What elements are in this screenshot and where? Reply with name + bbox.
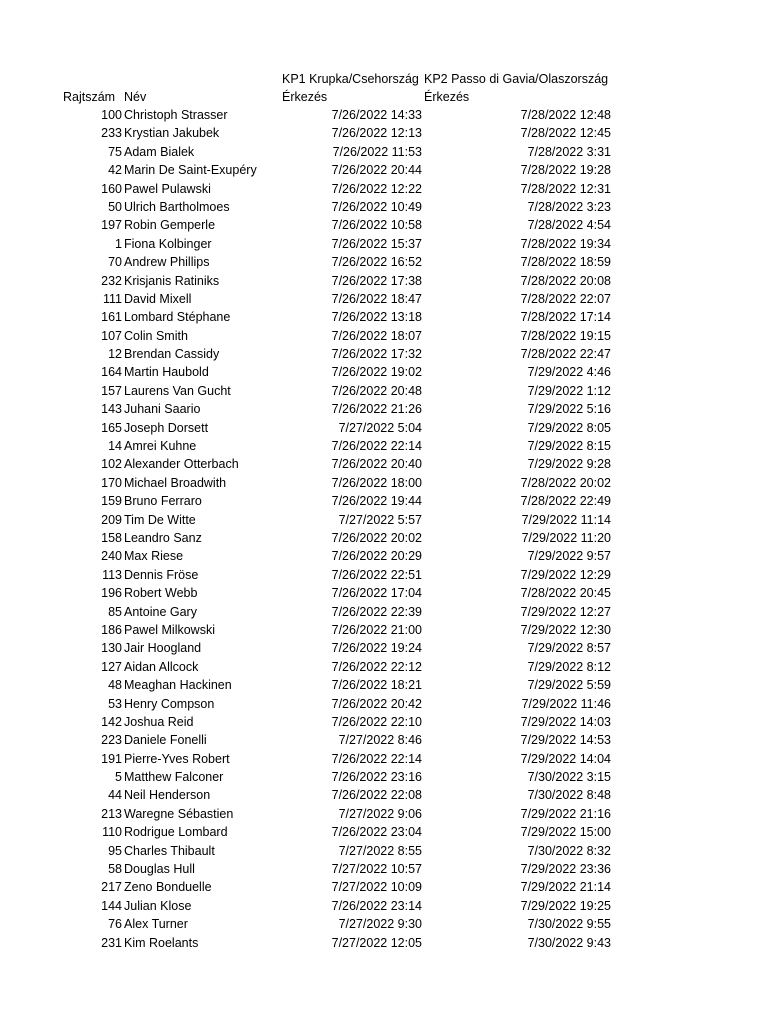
cell-kp1-arrival: 7/26/2022 17:32 [331, 347, 422, 362]
header-bib: Rajtszám [63, 90, 116, 104]
cell-kp2-arrival: 7/29/2022 9:57 [527, 549, 611, 564]
cell-bib: 107 [101, 328, 122, 343]
cell-kp2-arrival: 7/28/2022 22:49 [520, 494, 611, 509]
cell-kp1-arrival: 7/26/2022 20:40 [331, 457, 422, 472]
cell-kp2-arrival: 7/30/2022 9:43 [527, 935, 611, 950]
cell-kp2-arrival: 7/29/2022 14:04 [520, 751, 611, 766]
cell-name: Pawel Milkowski [124, 622, 215, 637]
cell-name: Colin Smith [124, 328, 188, 343]
cell-bib: 1 [115, 236, 122, 251]
cell-kp2-arrival: 7/28/2022 4:54 [527, 218, 611, 233]
table-row [0, 511, 768, 529]
table-row [0, 823, 768, 841]
table-row [0, 455, 768, 473]
cell-bib: 157 [101, 383, 122, 398]
cell-kp1-arrival: 7/26/2022 19:02 [331, 365, 422, 380]
cell-bib: 102 [101, 457, 122, 472]
table-row [0, 768, 768, 786]
table-row [0, 106, 768, 124]
cell-name: Pawel Pulawski [124, 181, 211, 196]
cell-kp1-arrival: 7/26/2022 23:16 [331, 770, 422, 785]
cell-bib: 95 [108, 843, 122, 858]
table-row [0, 419, 768, 437]
cell-bib: 42 [108, 163, 122, 178]
header-kp1-sub: Érkezés [282, 90, 328, 104]
cell-kp1-arrival: 7/26/2022 22:51 [331, 567, 422, 582]
cell-name: Marin De Saint-Exupéry [124, 163, 257, 178]
table-row [0, 897, 768, 915]
cell-bib: 142 [101, 714, 122, 729]
cell-kp2-arrival: 7/29/2022 14:03 [520, 714, 611, 729]
cell-name: Antoine Gary [124, 604, 197, 619]
cell-kp1-arrival: 7/27/2022 12:05 [331, 935, 422, 950]
cell-name: Juhani Saario [124, 402, 201, 417]
cell-kp1-arrival: 7/26/2022 21:26 [331, 402, 422, 417]
cell-bib: 111 [102, 291, 122, 306]
cell-name: Joshua Reid [124, 714, 194, 729]
table-row [0, 198, 768, 216]
cell-name: Daniele Fonelli [124, 733, 207, 748]
cell-kp1-arrival: 7/26/2022 22:08 [331, 788, 422, 803]
cell-name: Amrei Kuhne [124, 439, 197, 454]
table-row [0, 878, 768, 896]
cell-kp1-arrival: 7/26/2022 17:04 [331, 586, 422, 601]
cell-name: Julian Klose [124, 898, 192, 913]
cell-kp2-arrival: 7/29/2022 12:27 [520, 604, 611, 619]
table-row [0, 547, 768, 565]
cell-kp2-arrival: 7/28/2022 12:31 [520, 181, 611, 196]
cell-kp2-arrival: 7/30/2022 8:48 [527, 788, 611, 803]
header-kp2-sub: Érkezés [424, 90, 470, 104]
cell-bib: 240 [101, 549, 122, 564]
cell-bib: 12 [108, 347, 122, 362]
cell-kp2-arrival: 7/29/2022 5:16 [527, 402, 611, 417]
table-row [0, 566, 768, 584]
table-row [0, 676, 768, 694]
cell-bib: 158 [101, 530, 122, 545]
cell-name: Jair Hoogland [124, 641, 202, 656]
table-row [0, 658, 768, 676]
cell-kp1-arrival: 7/26/2022 18:07 [331, 328, 422, 343]
cell-kp1-arrival: 7/26/2022 20:42 [331, 696, 422, 711]
cell-bib: 127 [101, 659, 122, 674]
table-row [0, 786, 768, 804]
cell-bib: 85 [108, 604, 122, 619]
cell-name: Charles Thibault [124, 843, 215, 858]
cell-kp1-arrival: 7/26/2022 19:24 [331, 641, 422, 656]
cell-bib: 130 [101, 641, 122, 656]
cell-name: Kim Roelants [124, 935, 199, 950]
cell-name: Waregne Sébastien [124, 806, 234, 821]
cell-kp1-arrival: 7/27/2022 5:04 [338, 420, 422, 435]
cell-kp2-arrival: 7/28/2022 17:14 [520, 310, 611, 325]
cell-bib: 143 [101, 402, 122, 417]
cell-kp1-arrival: 7/26/2022 20:44 [331, 163, 422, 178]
cell-kp2-arrival: 7/29/2022 11:14 [521, 512, 611, 527]
cell-bib: 48 [108, 678, 122, 693]
cell-name: Douglas Hull [124, 862, 195, 877]
cell-kp2-arrival: 7/29/2022 8:12 [527, 659, 611, 674]
cell-kp1-arrival: 7/26/2022 20:02 [331, 530, 422, 545]
cell-kp1-arrival: 7/26/2022 22:10 [331, 714, 422, 729]
table-row [0, 750, 768, 768]
cell-kp2-arrival: 7/28/2022 19:34 [520, 236, 611, 251]
table-row [0, 603, 768, 621]
cell-name: Aidan Allcock [124, 659, 199, 674]
cell-kp1-arrival: 7/27/2022 8:46 [338, 733, 422, 748]
cell-kp2-arrival: 7/29/2022 15:00 [520, 825, 611, 840]
table-row [0, 437, 768, 455]
cell-kp1-arrival: 7/26/2022 23:14 [331, 898, 422, 913]
cell-name: Zeno Bonduelle [124, 880, 212, 895]
cell-name: Henry Compson [124, 696, 215, 711]
cell-name: Lombard Stéphane [124, 310, 231, 325]
cell-kp2-arrival: 7/28/2022 3:31 [527, 144, 611, 159]
table-row [0, 216, 768, 234]
cell-kp1-arrival: 7/27/2022 5:57 [338, 512, 422, 527]
cell-kp1-arrival: 7/26/2022 18:00 [331, 475, 422, 490]
cell-kp2-arrival: 7/30/2022 8:32 [527, 843, 611, 858]
cell-kp2-arrival: 7/29/2022 4:46 [527, 365, 611, 380]
table-row [0, 492, 768, 510]
cell-bib: 14 [108, 439, 122, 454]
cell-kp1-arrival: 7/26/2022 11:53 [332, 144, 422, 159]
cell-kp1-arrival: 7/26/2022 22:14 [331, 439, 422, 454]
cell-kp2-arrival: 7/29/2022 21:14 [520, 880, 611, 895]
table-row [0, 290, 768, 308]
cell-kp1-arrival: 7/26/2022 22:12 [331, 659, 422, 674]
cell-kp2-arrival: 7/28/2022 20:45 [520, 586, 611, 601]
cell-kp2-arrival: 7/28/2022 20:08 [520, 273, 611, 288]
cell-kp2-arrival: 7/29/2022 5:59 [527, 678, 611, 693]
cell-kp1-arrival: 7/26/2022 19:44 [331, 494, 422, 509]
cell-kp1-arrival: 7/26/2022 12:13 [331, 126, 422, 141]
cell-kp2-arrival: 7/29/2022 9:28 [527, 457, 611, 472]
cell-bib: 58 [108, 862, 122, 877]
cell-kp2-arrival: 7/29/2022 8:05 [527, 420, 611, 435]
cell-bib: 76 [108, 917, 122, 932]
cell-name: Max Riese [124, 549, 184, 564]
cell-kp2-arrival: 7/28/2022 20:02 [520, 475, 611, 490]
cell-bib: 233 [101, 126, 122, 141]
cell-bib: 110 [102, 825, 122, 840]
cell-name: Ulrich Bartholmoes [124, 199, 230, 214]
cell-bib: 186 [101, 622, 122, 637]
cell-kp2-arrival: 7/29/2022 19:25 [520, 898, 611, 913]
cell-kp1-arrival: 7/26/2022 14:33 [331, 108, 422, 122]
cell-bib: 44 [108, 788, 122, 803]
cell-bib: 113 [102, 567, 122, 582]
results-table [0, 106, 768, 952]
cell-name: Alex Turner [124, 917, 188, 932]
cell-kp2-arrival: 7/28/2022 19:15 [520, 328, 611, 343]
cell-kp2-arrival: 7/29/2022 8:15 [527, 439, 611, 454]
cell-kp1-arrival: 7/26/2022 18:21 [331, 678, 422, 693]
cell-name: Brendan Cassidy [124, 347, 220, 362]
cell-bib: 164 [101, 365, 122, 380]
cell-kp2-arrival: 7/28/2022 22:07 [520, 291, 611, 306]
cell-name: Martin Haubold [124, 365, 209, 380]
cell-name: Leandro Sanz [124, 530, 202, 545]
cell-kp2-arrival: 7/28/2022 12:48 [520, 108, 611, 122]
cell-kp2-arrival: 7/28/2022 19:28 [520, 163, 611, 178]
cell-kp1-arrival: 7/26/2022 12:22 [331, 181, 422, 196]
cell-name: Andrew Phillips [124, 255, 210, 270]
cell-name: Tim De Witte [124, 512, 196, 527]
cell-bib: 232 [101, 273, 122, 288]
header-name: Név [124, 90, 147, 104]
cell-bib: 213 [101, 806, 122, 821]
table-header [0, 70, 768, 108]
cell-name: Meaghan Hackinen [124, 678, 232, 693]
cell-name: Neil Henderson [124, 788, 211, 803]
cell-name: Robert Webb [124, 586, 198, 601]
cell-kp2-arrival: 7/28/2022 22:47 [520, 347, 611, 362]
table-row [0, 934, 768, 952]
cell-name: Laurens Van Gucht [124, 383, 231, 398]
cell-bib: 160 [101, 181, 122, 196]
table-row [0, 143, 768, 161]
cell-kp2-arrival: 7/28/2022 18:59 [520, 255, 611, 270]
cell-bib: 75 [108, 144, 122, 159]
table-row [0, 382, 768, 400]
cell-kp1-arrival: 7/27/2022 10:57 [331, 862, 422, 877]
cell-kp2-arrival: 7/29/2022 23:36 [520, 862, 611, 877]
table-row [0, 327, 768, 345]
table-row [0, 161, 768, 179]
cell-kp2-arrival: 7/29/2022 21:16 [520, 806, 611, 821]
cell-kp1-arrival: 7/26/2022 10:49 [331, 199, 422, 214]
cell-kp2-arrival: 7/30/2022 9:55 [527, 917, 611, 932]
table-row [0, 731, 768, 749]
cell-name: Robin Gemperle [124, 218, 216, 233]
table-row [0, 400, 768, 418]
cell-kp1-arrival: 7/27/2022 9:06 [338, 806, 422, 821]
table-row [0, 308, 768, 326]
cell-kp1-arrival: 7/26/2022 22:39 [331, 604, 422, 619]
cell-name: Dennis Fröse [124, 567, 199, 582]
cell-bib: 223 [101, 733, 122, 748]
header-kp2-title: KP2 Passo di Gavia/Olaszország [424, 72, 609, 86]
cell-kp1-arrival: 7/26/2022 20:29 [331, 549, 422, 564]
table-row [0, 345, 768, 363]
cell-name: Krisjanis Ratiniks [124, 273, 220, 288]
cell-bib: 217 [101, 880, 122, 895]
table-row [0, 235, 768, 253]
cell-kp1-arrival: 7/26/2022 17:38 [331, 273, 422, 288]
cell-name: Pierre-Yves Robert [124, 751, 230, 766]
cell-kp1-arrival: 7/26/2022 13:18 [331, 310, 422, 325]
table-row [0, 253, 768, 271]
cell-name: David Mixell [124, 291, 192, 306]
table-row [0, 584, 768, 602]
cell-bib: 5 [115, 770, 122, 785]
table-row [0, 695, 768, 713]
table-row [0, 713, 768, 731]
cell-kp1-arrival: 7/27/2022 8:55 [338, 843, 422, 858]
cell-kp1-arrival: 7/26/2022 20:48 [331, 383, 422, 398]
cell-name: Christoph Strasser [124, 108, 228, 122]
cell-bib: 209 [101, 512, 122, 527]
table-row [0, 180, 768, 198]
table-row [0, 272, 768, 290]
cell-name: Alexander Otterbach [124, 457, 239, 472]
cell-kp2-arrival: 7/29/2022 1:12 [527, 383, 611, 398]
cell-kp1-arrival: 7/26/2022 10:58 [331, 218, 422, 233]
cell-name: Joseph Dorsett [124, 420, 209, 435]
cell-name: Krystian Jakubek [124, 126, 220, 141]
cell-bib: 231 [101, 935, 122, 950]
cell-name: Matthew Falconer [124, 770, 224, 785]
cell-kp2-arrival: 7/29/2022 11:20 [521, 530, 611, 545]
cell-kp1-arrival: 7/26/2022 18:47 [331, 291, 422, 306]
table-row [0, 639, 768, 657]
table-row [0, 621, 768, 639]
cell-bib: 53 [108, 696, 122, 711]
cell-name: Fiona Kolbinger [124, 236, 212, 251]
header-kp1-title: KP1 Krupka/Csehország [282, 72, 419, 86]
cell-name: Michael Broadwith [124, 475, 227, 490]
cell-bib: 197 [101, 218, 122, 233]
cell-kp1-arrival: 7/26/2022 16:52 [331, 255, 422, 270]
cell-bib: 191 [101, 751, 122, 766]
cell-kp1-arrival: 7/26/2022 23:04 [331, 825, 422, 840]
cell-kp1-arrival: 7/26/2022 22:14 [331, 751, 422, 766]
cell-kp1-arrival: 7/27/2022 9:30 [338, 917, 422, 932]
table-row [0, 474, 768, 492]
cell-kp2-arrival: 7/29/2022 12:30 [520, 622, 611, 637]
table-row [0, 363, 768, 381]
table-row [0, 915, 768, 933]
cell-bib: 196 [101, 586, 122, 601]
cell-kp2-arrival: 7/28/2022 3:23 [527, 199, 611, 214]
cell-name: Bruno Ferraro [124, 494, 202, 509]
cell-name: Adam Bialek [124, 144, 195, 159]
cell-bib: 70 [108, 255, 122, 270]
table-row [0, 529, 768, 547]
cell-bib: 100 [101, 108, 122, 122]
cell-kp2-arrival: 7/29/2022 8:57 [527, 641, 611, 656]
cell-kp1-arrival: 7/26/2022 15:37 [331, 236, 422, 251]
cell-bib: 161 [101, 310, 122, 325]
cell-name: Rodrigue Lombard [124, 825, 228, 840]
cell-bib: 50 [108, 199, 122, 214]
cell-bib: 165 [101, 420, 122, 435]
table-row [0, 842, 768, 860]
cell-kp1-arrival: 7/26/2022 21:00 [331, 622, 422, 637]
cell-bib: 159 [101, 494, 122, 509]
cell-kp2-arrival: 7/30/2022 3:15 [527, 770, 611, 785]
cell-kp1-arrival: 7/27/2022 10:09 [331, 880, 422, 895]
cell-bib: 144 [101, 898, 122, 913]
table-row [0, 124, 768, 142]
table-row [0, 805, 768, 823]
cell-kp2-arrival: 7/29/2022 11:46 [521, 696, 611, 711]
cell-kp2-arrival: 7/29/2022 12:29 [520, 567, 611, 582]
table-row [0, 860, 768, 878]
cell-kp2-arrival: 7/29/2022 14:53 [520, 733, 611, 748]
cell-kp2-arrival: 7/28/2022 12:45 [520, 126, 611, 141]
cell-bib: 170 [101, 475, 122, 490]
